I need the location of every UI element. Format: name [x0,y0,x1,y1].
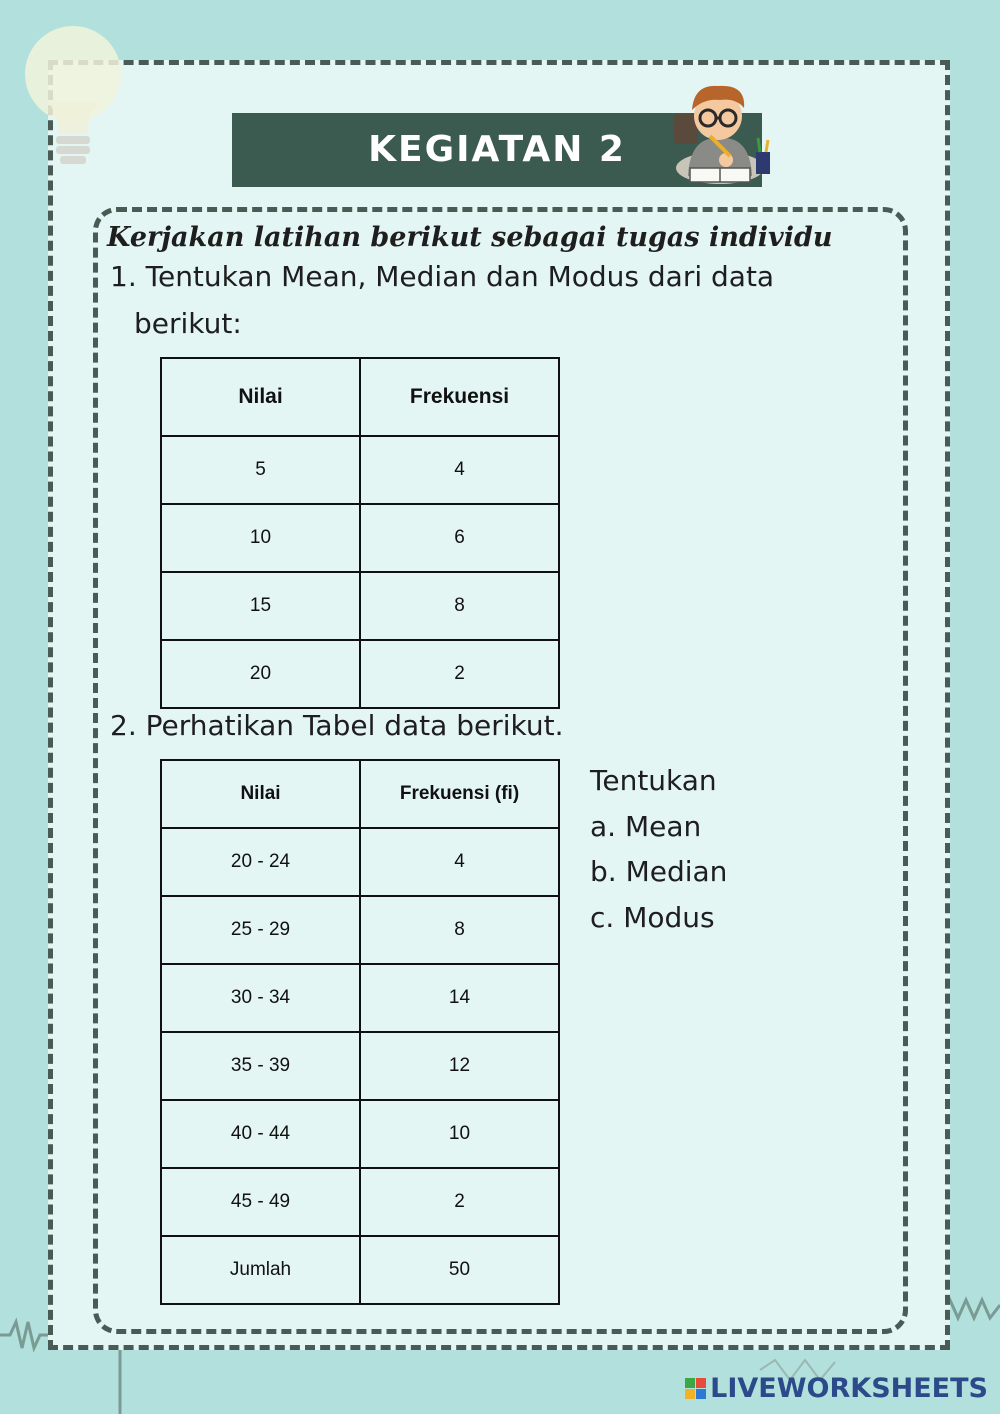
table-row [161,572,559,640]
instruction-heading: Kerjakan latihan berikut sebagai tugas individu [107,222,833,253]
table-header-row [161,760,559,828]
table-row [161,436,559,504]
cell-frekuensi: 14 [360,964,559,1032]
cell-frekuensi: 2 [360,640,559,708]
table-row [161,640,559,708]
task-item-median: b. Median [590,855,728,888]
cell-frekuensi: 4 [360,436,559,504]
student-writing-icon [660,76,780,188]
cell-frekuensi: 12 [360,1032,559,1100]
table-header-row [161,358,559,436]
cell-nilai: 20 [161,640,360,708]
question-2-text: 2. Perhatikan Tabel data berikut. [110,709,564,742]
task-heading: Tentukan [590,764,717,797]
cell-frekuensi: 8 [360,572,559,640]
cell-jumlah-value: 50 [360,1236,559,1304]
cell-nilai: 15 [161,572,360,640]
cell-interval: 30 - 34 [161,964,360,1032]
cell-interval: 20 - 24 [161,828,360,896]
table-row [161,1100,559,1168]
cell-interval: 35 - 39 [161,1032,360,1100]
table-row [161,504,559,572]
table-total-row [161,1236,559,1304]
frequency-table-1 [160,357,560,709]
liveworksheets-watermark [685,1373,988,1404]
header-nilai: Nilai [161,358,360,436]
cell-nilai: 5 [161,436,360,504]
header-nilai: Nilai [161,760,360,828]
frequency-table-2 [160,759,560,1305]
lightbulb-icon [18,22,128,182]
table-row [161,828,559,896]
task-list [590,758,727,940]
banner-title: KEGIATAN 2 [368,129,626,170]
cell-jumlah-label: Jumlah [161,1236,360,1304]
task-item-mean: a. Mean [590,809,702,843]
question-1-text-continued: berikut: [134,307,242,340]
table-row [161,896,559,964]
cell-frekuensi: 2 [360,1168,559,1236]
cell-interval: 25 - 29 [161,896,360,964]
cell-frekuensi: 10 [360,1100,559,1168]
table-row [161,964,559,1032]
watermark-text: LIVEWORKSHEETS [710,1373,988,1404]
task-item-modus: c. Modus [590,900,715,934]
cell-interval: 45 - 49 [161,1168,360,1236]
cell-frekuensi: 8 [360,896,559,964]
cell-nilai: 10 [161,504,360,572]
cell-interval: 40 - 44 [161,1100,360,1168]
cell-frekuensi: 4 [360,828,559,896]
cell-frekuensi: 6 [360,504,559,572]
table-row [161,1032,559,1100]
liveworksheets-logo-icon [685,1378,706,1399]
question-1-text: 1. Tentukan Mean, Median dan Modus dari data [110,260,775,293]
table-row [161,1168,559,1236]
header-frekuensi: Frekuensi [360,358,559,436]
header-frekuensi-fi: Frekuensi (fi) [360,760,559,828]
